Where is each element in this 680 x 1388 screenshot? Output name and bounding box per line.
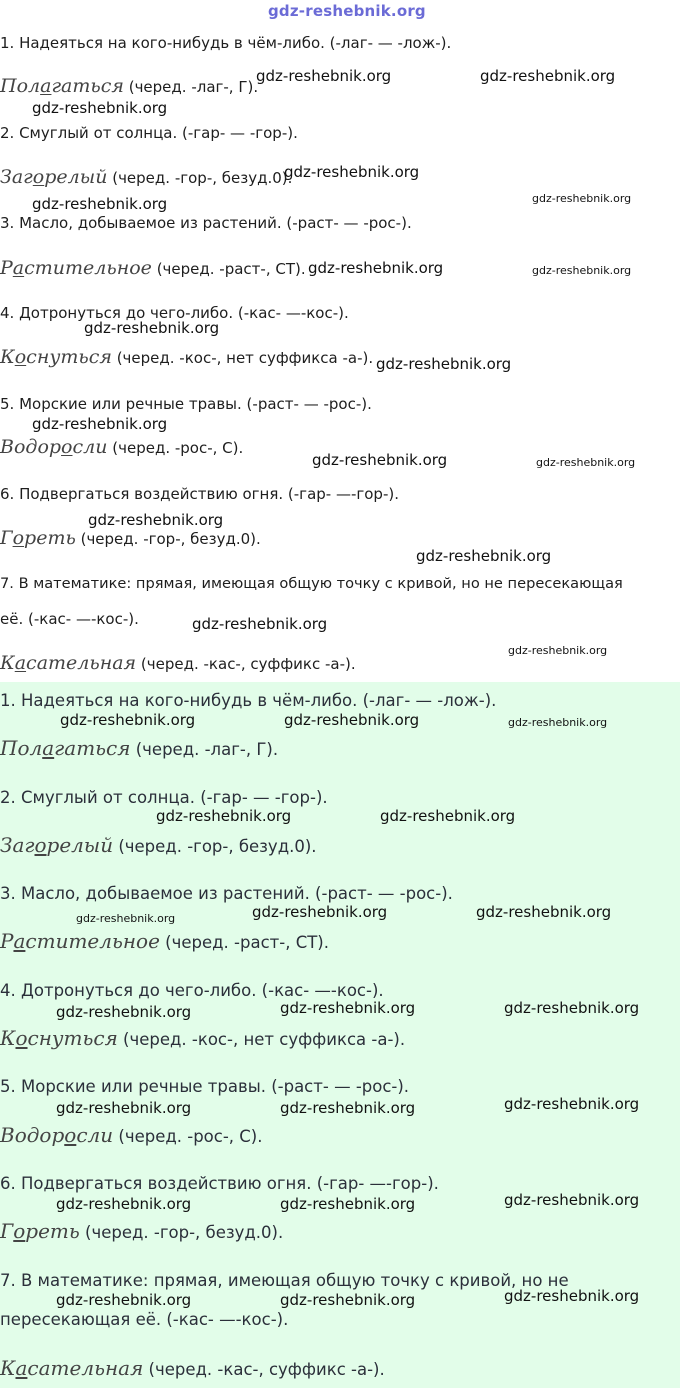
question-4: 4. Дотронуться до чего-либо. (-кас- —-кос-). bbox=[0, 304, 349, 322]
question-3: 3. Масло, добываемое из растений. (-раст- — -рос-). bbox=[0, 214, 412, 232]
watermark: gdz-reshebnik.org bbox=[32, 195, 168, 213]
answer-6-repeat: Гореть (черед. -гор-, безуд.0). bbox=[0, 1219, 284, 1243]
question-3-repeat: 3. Масло, добываемое из растений. (-раст- — -рос-). bbox=[0, 884, 453, 903]
answer-5: Водоросли (черед. -рос-, С). bbox=[0, 436, 244, 458]
watermark: gdz-reshebnik.org bbox=[508, 716, 608, 729]
watermark: gdz-reshebnik.org bbox=[504, 999, 640, 1017]
question-7-continued: её. (-кас- —-кос-). bbox=[0, 610, 139, 628]
watermark: gdz-reshebnik.org bbox=[32, 99, 168, 117]
watermark: gdz-reshebnik.org bbox=[56, 1195, 192, 1213]
watermark: gdz-reshebnik.org bbox=[308, 259, 444, 277]
watermark: gdz-reshebnik.org bbox=[284, 711, 420, 729]
watermark: gdz-reshebnik.org bbox=[536, 456, 636, 469]
answer-1-repeat: Полагаться (черед. -лаг-, Г). bbox=[0, 736, 279, 760]
answer-7-repeat: Касательная (черед. -кас-, суффикс -а-). bbox=[0, 1356, 385, 1380]
watermark: gdz-reshebnik.org bbox=[284, 163, 420, 181]
answer-2: Загорелый (черед. -гор-, безуд.0). bbox=[0, 166, 293, 188]
question-5: 5. Морские или речные травы. (-раст- — -рос-). bbox=[0, 395, 372, 413]
watermark: gdz-reshebnik.org bbox=[504, 1095, 640, 1113]
watermark: gdz-reshebnik.org bbox=[252, 903, 388, 921]
watermark: gdz-reshebnik.org bbox=[532, 264, 632, 277]
watermark: gdz-reshebnik.org bbox=[32, 415, 168, 433]
question-7-repeat-continued: пересекающая её. (-кас- —-кос-). bbox=[0, 1310, 289, 1329]
watermark: gdz-reshebnik.org bbox=[256, 67, 392, 85]
question-7: 7. В математике: прямая, имеющая общую точку с кривой, но не пересекающая bbox=[0, 575, 623, 592]
answer-2-repeat: Загорелый (черед. -гор-, безуд.0). bbox=[0, 833, 317, 857]
question-6: 6. Подвергаться воздействию огня. (-гар- —-гор-). bbox=[0, 485, 399, 503]
watermark: gdz-reshebnik.org bbox=[192, 615, 328, 633]
watermark: gdz-reshebnik.org bbox=[504, 1287, 640, 1305]
watermark: gdz-reshebnik.org bbox=[280, 1195, 416, 1213]
watermark: gdz-reshebnik.org bbox=[56, 1291, 192, 1309]
question-7-repeat: 7. В математике: прямая, имеющая общую точку с кривой, но не bbox=[0, 1271, 569, 1290]
answer-6: Гореть (черед. -гор-, безуд.0). bbox=[0, 527, 261, 549]
watermark: gdz-reshebnik.org bbox=[84, 319, 220, 337]
watermark: gdz-reshebnik.org bbox=[416, 547, 552, 565]
watermark: gdz-reshebnik.org bbox=[376, 355, 512, 373]
answer-1: Полагаться (черед. -лаг-, Г). bbox=[0, 75, 259, 97]
watermark: gdz-reshebnik.org bbox=[76, 912, 176, 925]
question-2-repeat: 2. Смуглый от солнца. (-гар- — -гор-). bbox=[0, 788, 328, 807]
question-2: 2. Смуглый от солнца. (-гар- — -гор-). bbox=[0, 124, 298, 142]
watermark: gdz-reshebnik.org bbox=[88, 511, 224, 529]
watermark: gdz-reshebnik.org bbox=[280, 1099, 416, 1117]
watermark: gdz-reshebnik.org bbox=[312, 451, 448, 469]
answer-5-repeat: Водоросли (черед. -рос-, С). bbox=[0, 1123, 263, 1147]
answer-3: Растительное (черед. -раст-, СТ). bbox=[0, 257, 306, 279]
watermark: gdz-reshebnik.org bbox=[508, 644, 608, 657]
answer-4-repeat: Коснуться (черед. -кос-, нет суффикса -а-). bbox=[0, 1026, 406, 1050]
watermark: gdz-reshebnik.org bbox=[56, 1099, 192, 1117]
answer-4: Коснуться (черед. -кос-, нет суффикса -а-). bbox=[0, 346, 374, 368]
question-1: 1. Надеяться на кого-нибудь в чём-либо. (-лаг- — -лож-). bbox=[0, 34, 452, 52]
watermark: gdz-reshebnik.org bbox=[504, 1191, 640, 1209]
question-5-repeat: 5. Морские или речные травы. (-раст- — -рос-). bbox=[0, 1077, 410, 1096]
answer-3-repeat: Растительное (черед. -раст-, СТ). bbox=[0, 929, 329, 953]
answer-7: Касательная (черед. -кас-, суффикс -а-). bbox=[0, 652, 356, 674]
watermark: gdz-reshebnik.org bbox=[380, 807, 516, 825]
watermark: gdz-reshebnik.org bbox=[156, 807, 292, 825]
question-4-repeat: 4. Дотронуться до чего-либо. (-кас- —-кос-). bbox=[0, 981, 384, 1000]
watermark: gdz-reshebnik.org bbox=[532, 192, 632, 205]
watermark: gdz-reshebnik.org bbox=[476, 903, 612, 921]
watermark: gdz-reshebnik.org bbox=[480, 67, 616, 85]
question-1-repeat: 1. Надеяться на кого-нибудь в чём-либо. (-лаг- — -лож-). bbox=[0, 691, 497, 710]
watermark: gdz-reshebnik.org bbox=[56, 1003, 192, 1021]
watermark: gdz-reshebnik.org bbox=[280, 1291, 416, 1309]
watermark: gdz-reshebnik.org bbox=[280, 999, 416, 1017]
question-6-repeat: 6. Подвергаться воздействию огня. (-гар- —-гор-). bbox=[0, 1174, 439, 1193]
site-header-watermark: gdz-reshebnik.org bbox=[268, 2, 426, 20]
watermark: gdz-reshebnik.org bbox=[60, 711, 196, 729]
